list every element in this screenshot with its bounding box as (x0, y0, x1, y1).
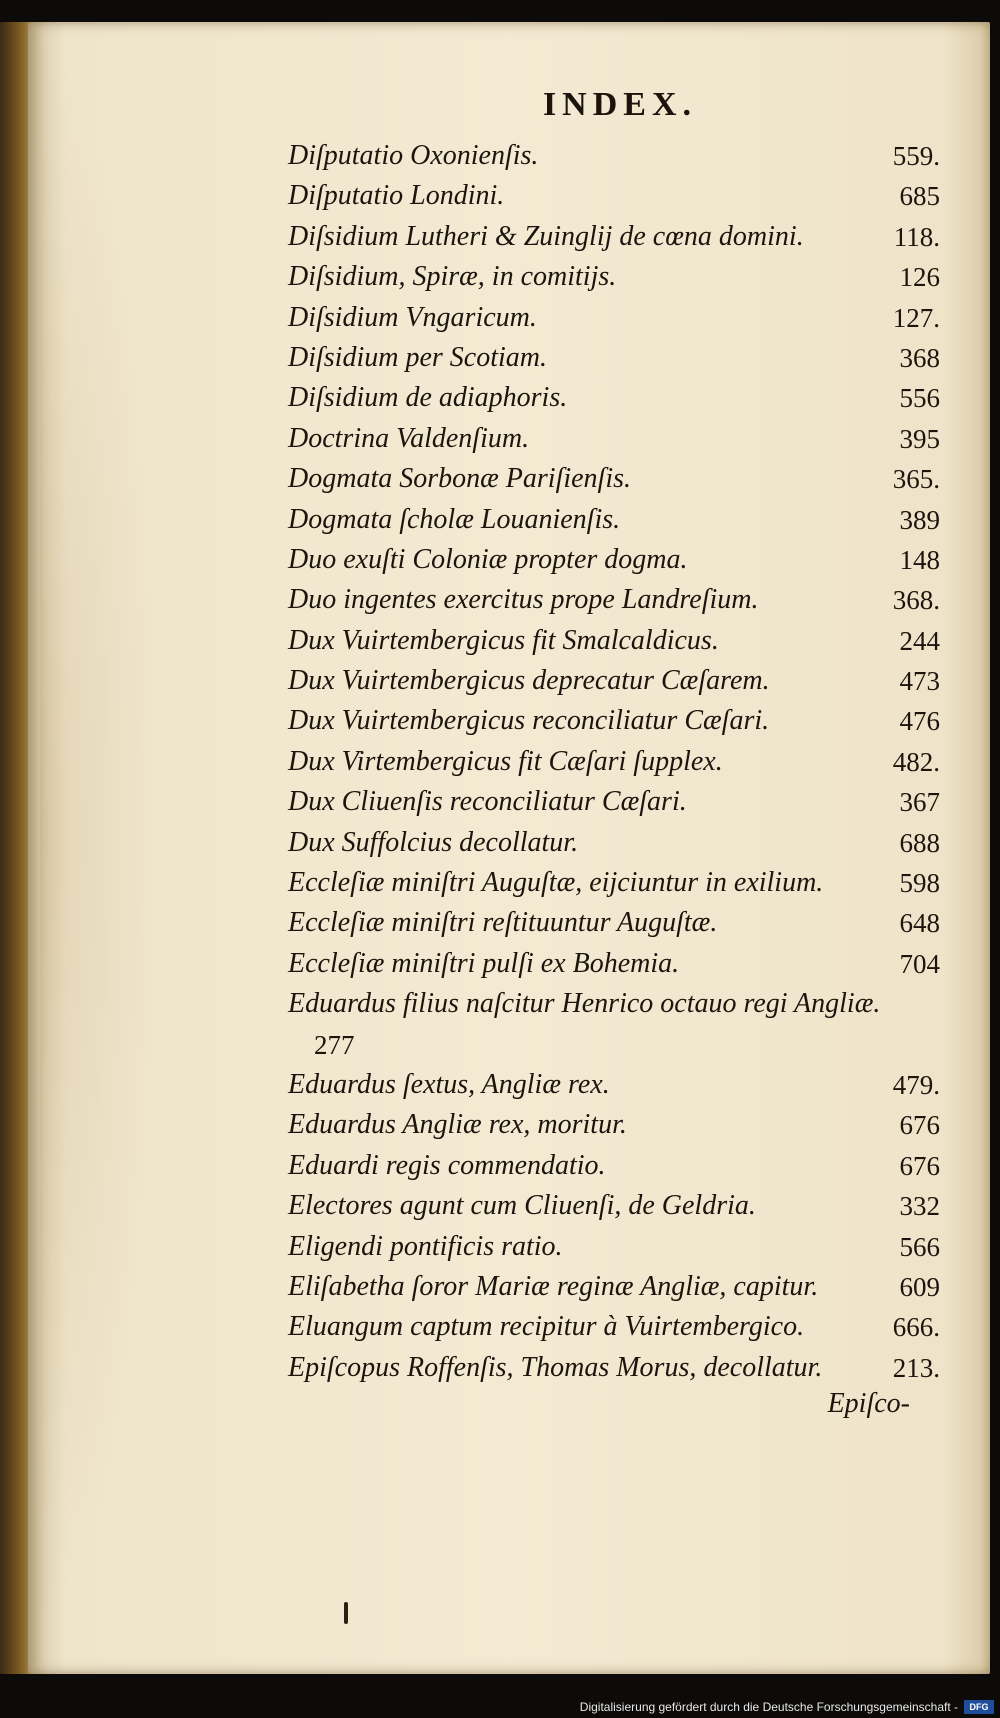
index-entry (288, 1186, 940, 1226)
entry-page-number: 127. (892, 302, 940, 333)
index-entry (288, 298, 940, 338)
index-entry (288, 459, 940, 499)
index-entry (288, 782, 940, 822)
footer-credit: Digitalisierung gefördert durch die Deutsche Forschungsgemeinschaft - (579, 1700, 958, 1714)
entry-page-number: 332 (899, 1191, 940, 1222)
entry-page-number: 479. (892, 1069, 940, 1100)
entry-term: Diſsidium per Scotiam. (288, 341, 547, 373)
index-entry (288, 944, 940, 984)
entry-term: Eccleſiæ miniſtri reſtituuntur Auguſtæ. (288, 907, 718, 939)
entry-term: Eduardi regis commendatio. (288, 1149, 606, 1181)
entry-term: Duo exuſti Coloniæ propter dogma. (288, 543, 688, 575)
page-header: INDEX. (542, 86, 698, 123)
index-entry (288, 661, 940, 701)
entry-term: Dux Cliuenſis reconciliatur Cæſari. (288, 786, 687, 818)
entry-term: Eduardus ſextus, Angliæ rex. (288, 1068, 610, 1100)
index-entry (288, 580, 940, 620)
entry-page-number: 367 (899, 787, 940, 818)
entry-page-number: 213. (892, 1352, 940, 1383)
entry-term: Eccleſiæ miniſtri pulſi ex Bohemia. (288, 947, 680, 979)
entry-page-number: 277 (314, 1029, 355, 1060)
entry-page-number: 704 (899, 948, 940, 979)
entry-term: Epiſcopus Roffenſis, Thomas Morus, decollatur. (288, 1351, 823, 1383)
entry-term: Diſsidium, Spiræ, in comitijs. (288, 261, 617, 293)
index-entry (288, 1267, 940, 1307)
index-entry (288, 1146, 940, 1186)
entry-term: Dux Suffolcius decollatur. (288, 826, 579, 858)
index-entry (288, 540, 940, 580)
index-entry (288, 338, 940, 378)
entry-page-number: 566 (899, 1231, 940, 1262)
entry-term: Diſsidium Lutheri & Zuinglij de cœna domini. (288, 220, 804, 252)
entry-term: Eduardus Angliæ rex, moritur. (288, 1109, 627, 1141)
index-entry (288, 984, 940, 1024)
index-entry (288, 217, 940, 257)
index-entry (288, 863, 940, 903)
entry-page-number: 389 (899, 504, 940, 535)
index-entry (288, 500, 940, 540)
entry-term: Duo ingentes exercitus prope Landreſium. (288, 584, 759, 616)
entry-term: Eccleſiæ miniſtri Auguſtæ, eijciuntur in exilium. (288, 867, 824, 899)
entry-term: Eduardus filius naſcitur Henrico octauo regi Angliæ. (288, 988, 881, 1020)
entry-term: Diſputatio Londini. (288, 180, 505, 212)
entry-term: Eluangum captum recipitur à Vuirtembergico. (288, 1311, 805, 1343)
entry-page-number: 648 (899, 908, 940, 939)
entry-page-number: 395 (899, 423, 940, 454)
entry-page-number: 685 (899, 181, 940, 212)
entry-page-number: 598 (899, 868, 940, 899)
index-entry (288, 1105, 940, 1145)
entry-term: Doctrina Valdenſium. (288, 422, 530, 454)
entry-term: Diſsidium Vngaricum. (288, 301, 537, 333)
index-entry (288, 1307, 940, 1347)
index-entry (288, 257, 940, 297)
entry-page-number: 473 (899, 666, 940, 697)
footer-bar (0, 1696, 1000, 1718)
entry-term: Eligendi pontificis ratio. (288, 1230, 563, 1262)
entry-page-number: 368 (899, 342, 940, 373)
index-entry (288, 378, 940, 418)
entry-page-number: 556 (899, 383, 940, 414)
entry-page-number: 476 (899, 706, 940, 737)
entry-term: Dux Vuirtembergicus deprecatur Cæſarem. (288, 665, 770, 697)
entry-page-number: 368. (892, 585, 940, 616)
entry-page-number: 482. (892, 746, 940, 777)
entry-term: Eliſabetha ſoror Mariæ reginæ Angliæ, capitur. (288, 1270, 819, 1302)
index-entry (288, 136, 940, 176)
entry-page-number: 676 (899, 1110, 940, 1141)
index-entry (288, 621, 940, 661)
index-entry (288, 742, 940, 782)
entry-page-number: 118. (893, 221, 940, 252)
index-entries (288, 136, 940, 1388)
index-entry (288, 903, 940, 943)
entry-page-number: 666. (892, 1312, 940, 1343)
index-entry (288, 176, 940, 216)
entry-term: Dux Vuirtembergicus fit Smalcaldicus. (288, 624, 719, 656)
entry-page-number: 559. (892, 141, 940, 171)
entry-term: Dux Vuirtembergicus reconciliatur Cæſari. (288, 705, 770, 737)
index-entry (288, 701, 940, 741)
entry-page-number: 365. (892, 464, 940, 495)
entry-page-number: 609 (899, 1271, 940, 1302)
entry-term: Dux Virtembergicus fit Cæſari ſupplex. (288, 745, 723, 777)
entry-term: Electores agunt cum Cliuenſi, de Geldria. (288, 1190, 756, 1222)
index-entry (288, 419, 940, 459)
entry-term: Dogmata Sorbonæ Pariſienſis. (288, 463, 632, 495)
entry-page-number: 676 (899, 1150, 940, 1181)
entry-page-number: 244 (899, 625, 940, 656)
entry-page-number: 148 (899, 544, 940, 575)
entry-term: Diſputatio Oxonienſis. (288, 140, 539, 171)
catchword: Epiſco- (827, 1388, 910, 1419)
entry-page-number: 126 (899, 262, 940, 293)
entry-term: Diſsidium de adiaphoris. (288, 382, 568, 414)
index-entry (288, 1065, 940, 1105)
index-entry (288, 823, 940, 863)
index-entry (288, 1227, 940, 1267)
entry-page-number: 688 (899, 827, 940, 858)
page-mark (344, 1602, 348, 1624)
index-entry (288, 1348, 940, 1388)
dfg-logo: DFG (964, 1700, 994, 1714)
entry-term: Dogmata ſcholæ Louanienſis. (288, 503, 621, 535)
